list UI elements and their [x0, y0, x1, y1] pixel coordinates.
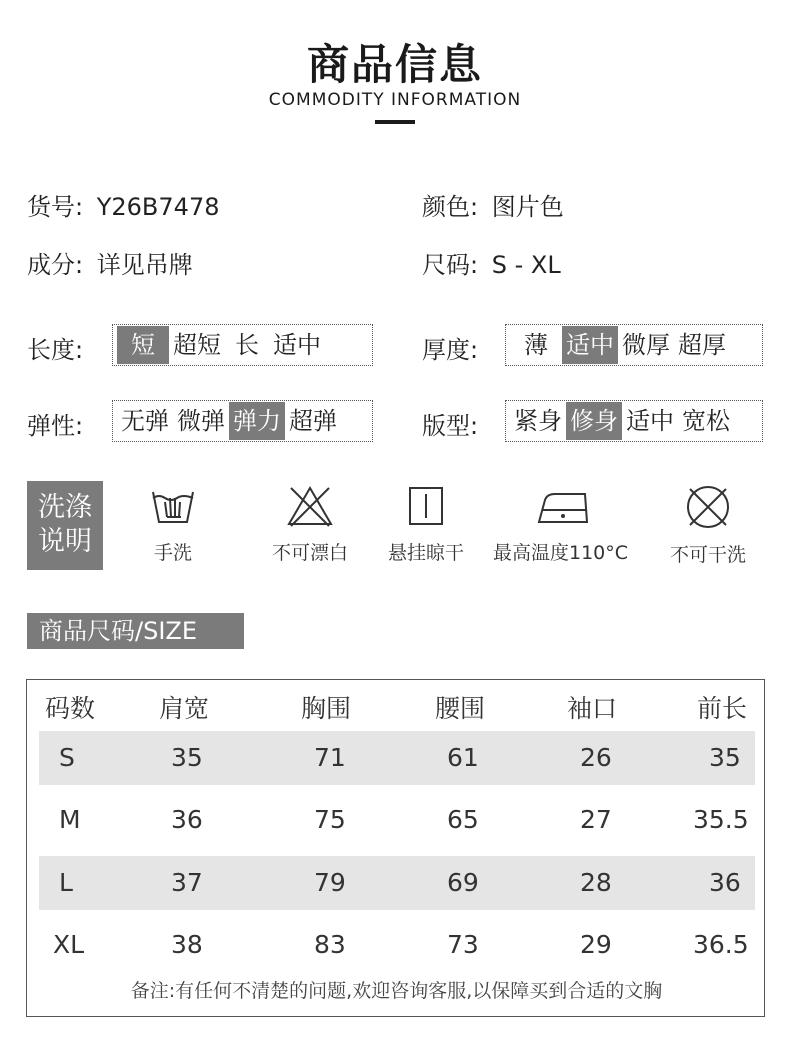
no-bleach-label: 不可漂白 — [271, 542, 348, 564]
thickness-option-thin: 薄 — [524, 331, 548, 359]
care-item-no-bleach — [250, 484, 370, 565]
cell-shoulder: 35 — [171, 743, 203, 772]
care-item-no-dry-clean — [648, 484, 768, 567]
item-number-label: 货号: — [27, 193, 84, 221]
cell-shoulder: 38 — [171, 930, 203, 959]
length-options — [112, 324, 373, 366]
elasticity-option-slight: 微弹 — [177, 407, 225, 435]
material-label: 成分: — [27, 251, 84, 279]
table-row — [39, 856, 755, 910]
table-row — [39, 731, 755, 785]
cell-shoulder: 36 — [171, 805, 203, 834]
header-waist: 腰围 — [435, 694, 486, 723]
thickness-label: 厚度: — [422, 336, 479, 364]
cell-cuff: 26 — [580, 743, 612, 772]
hang-dry-label: 悬挂晾干 — [387, 542, 464, 564]
title-divider — [375, 120, 415, 124]
thickness-options — [505, 324, 763, 366]
header-cuff: 袖口 — [567, 694, 618, 723]
color-label: 颜色: — [422, 193, 479, 221]
care-item-hang-dry — [366, 484, 486, 565]
cell-length: 36 — [709, 868, 741, 897]
table-row — [39, 793, 755, 847]
item-number-value: Y26B7478 — [96, 193, 220, 221]
cell-waist: 61 — [447, 743, 479, 772]
cell-waist: 73 — [447, 930, 479, 959]
cell-size: M — [59, 805, 81, 834]
color-row — [422, 187, 564, 222]
material-row — [27, 245, 193, 280]
size-table — [26, 679, 765, 1017]
cell-bust: 71 — [314, 743, 346, 772]
header-shoulder: 肩宽 — [159, 694, 210, 723]
size-note: 备注:有任何不清楚的问题,欢迎咨询客服,以保障买到合适的文胸 — [130, 980, 663, 1002]
cell-size: XL — [53, 930, 85, 959]
fit-option-loose: 宽松 — [682, 407, 730, 435]
fit-label: 版型: — [422, 412, 479, 440]
hang-dry-icon — [366, 484, 486, 528]
no-dry-clean-icon — [648, 484, 768, 530]
cell-waist: 65 — [447, 805, 479, 834]
fit-option-slim: 修身 — [566, 402, 622, 440]
color-value: 图片色 — [491, 193, 564, 221]
iron-icon — [503, 484, 623, 528]
size-range-value: S - XL — [491, 251, 561, 279]
thickness-option-extra-thick: 超厚 — [678, 331, 726, 359]
thickness-option-medium: 适中 — [562, 326, 618, 364]
care-badge-line1: 洗涤 — [38, 492, 92, 523]
elasticity-options — [112, 400, 373, 442]
hand-wash-icon — [113, 484, 233, 528]
fit-option-tight: 紧身 — [514, 407, 562, 435]
cell-cuff: 28 — [580, 868, 612, 897]
elasticity-label: 弹性: — [27, 412, 84, 440]
length-option-short: 短 — [117, 326, 169, 364]
item-number-row — [27, 187, 219, 222]
table-row — [39, 918, 755, 972]
thickness-option-slightly-thick: 微厚 — [622, 331, 670, 359]
cell-bust: 79 — [314, 868, 346, 897]
size-range-row — [422, 245, 561, 280]
cell-waist: 69 — [447, 868, 479, 897]
cell-length: 35 — [709, 743, 741, 772]
header-size: 码数 — [45, 694, 96, 723]
cell-size: L — [59, 868, 73, 897]
cell-cuff: 29 — [580, 930, 612, 959]
elasticity-option-super: 超弹 — [289, 407, 337, 435]
page-subtitle: COMMODITY INFORMATION — [268, 90, 522, 110]
elasticity-option-stretch: 弹力 — [229, 402, 285, 440]
header-length: 前长 — [697, 694, 748, 723]
length-option-medium: 适中 — [273, 331, 321, 359]
cell-shoulder: 37 — [171, 868, 203, 897]
fit-option-regular: 适中 — [626, 407, 674, 435]
cell-length: 35.5 — [693, 805, 749, 834]
cell-size: S — [59, 743, 75, 772]
cell-length: 36.5 — [693, 930, 749, 959]
no-dry-clean-label: 不可干洗 — [669, 544, 746, 566]
page-title: 商品信息 — [306, 40, 483, 89]
header-bust: 胸围 — [301, 694, 352, 723]
fit-options — [505, 400, 763, 442]
care-item-iron — [493, 484, 629, 565]
material-value: 详见吊牌 — [96, 251, 193, 279]
cell-cuff: 27 — [580, 805, 612, 834]
care-badge-line2: 说明 — [38, 526, 92, 557]
hand-wash-label: 手洗 — [153, 542, 192, 564]
care-item-hand-wash — [113, 484, 233, 565]
cell-bust: 75 — [314, 805, 346, 834]
length-option-long: 长 — [235, 331, 259, 359]
elasticity-option-none: 无弹 — [121, 407, 169, 435]
care-badge — [27, 481, 103, 570]
size-range-label: 尺码: — [422, 251, 479, 279]
length-option-ultra-short: 超短 — [173, 331, 221, 359]
cell-bust: 83 — [314, 930, 346, 959]
no-bleach-icon — [250, 484, 370, 528]
length-label: 长度: — [27, 336, 84, 364]
size-section-title: 商品尺码/SIZE — [27, 613, 244, 649]
table-header-row — [39, 682, 755, 736]
iron-label: 最高温度110°C — [493, 542, 629, 564]
